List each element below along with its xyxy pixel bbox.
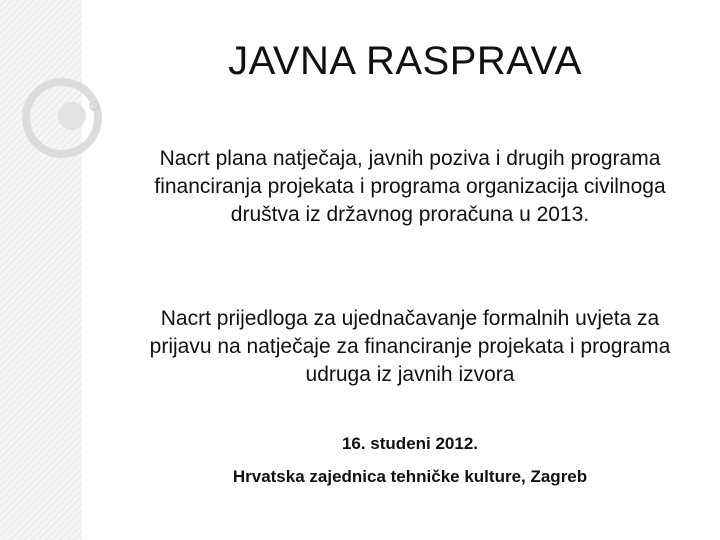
slide-title: JAVNA RASPRAVA <box>228 39 582 83</box>
first-paragraph: Nacrt plana natječaja, javnih poziva i drugih programa financiranja projekata i programa organizacija civilnoga društva iz državnog proračuna u 2013. <box>154 147 666 226</box>
decorative-circles <box>0 0 140 200</box>
inner-circle-shape <box>58 102 86 130</box>
event-date: 16. studeni 2012. <box>341 434 479 453</box>
second-paragraph: Nacrt prijedloga za ujednačavanje formalnih uvjeta za prijavu na natječaje za financiranje projekata i programa udruga iz javnih izvora <box>149 307 671 386</box>
event-location: Hrvatska zajednica tehničke kulture, Zagreb <box>232 467 588 486</box>
